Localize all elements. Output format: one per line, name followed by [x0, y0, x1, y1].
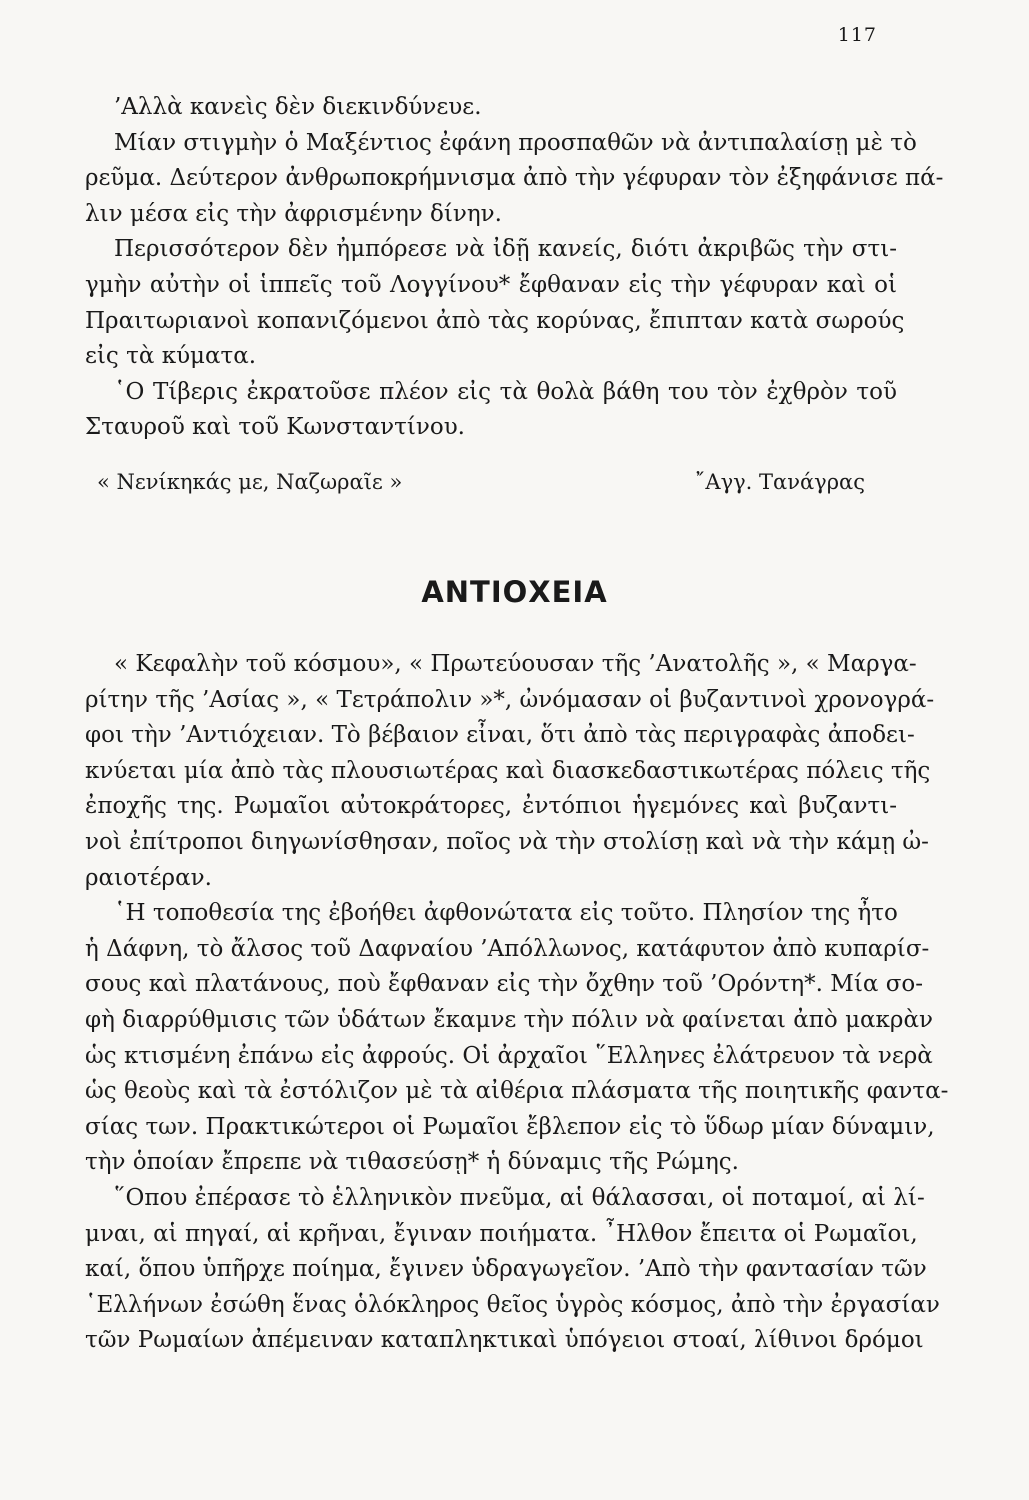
body-text-block: [85, 647, 949, 1359]
text-line: ὡς θεοὺς καὶ τὰ ἐστόλιζον μὲ τὰ αἰθέρια πλάσματα τῆς ποιητικῆς φαντα-: [85, 1078, 949, 1105]
text-line: γμὴν αὐτὴν οἱ ἱππεῖς τοῦ Λογγίνου* ἔφθαναν εἰς τὴν γέφυραν καὶ οἱ: [85, 271, 897, 298]
section-heading: ΑΝΤΙΟΧΕΙΑ: [421, 575, 608, 609]
text-line: Μίαν στιγμὴν ὁ Μαξέντιος ἐφάνη προσπαθῶν νὰ ἀντιπαλαίσῃ μὲ τὸ: [114, 129, 917, 156]
text-line: μναι, αἱ πηγαί, αἱ κρῆναι, ἔγιναν ποιήματα. ῏Ηλθον ἔπειτα οἱ Ρωμαῖοι,: [85, 1220, 918, 1247]
text-line: Περισσότερον δὲν ἠμπόρεσε νὰ ἰδῇ κανείς, διότι ἀκριβῶς τὴν στι-: [114, 236, 897, 263]
text-line: ’Αλλὰ κανεὶς δὲν διεκινδύνευε.: [114, 94, 482, 120]
text-line: τῶν Ρωμαίων ἀπέμειναν καταπληκτικαὶ ὑπόγειοι στοαί, λίθινοι δρόμοι: [85, 1327, 924, 1354]
text-line: λιν μέσα εἰς τὴν ἀφρισμένην δίνην.: [85, 200, 502, 227]
text-line: ῾Ελλήνων ἐσώθη ἕνας ὁλόκληρος θεῖος ὑγρὸς κόσμος, ἀπὸ τὴν ἐργασίαν: [85, 1291, 940, 1318]
text-line: σους καὶ πλατάνους, ποὺ ἔφθαναν εἰς τὴν ὄχθην τοῦ ’Ορόντη*. Μία σο-: [85, 971, 924, 998]
text-line: κνύεται μία ἀπὸ τὰς πλουσιωτέρας καὶ διασκεδαστικωτέρας πόλεις τῆς: [85, 757, 931, 784]
text-line: εἰς τὰ κύματα.: [85, 343, 257, 370]
quote-signature: [97, 470, 865, 494]
text-line: ῞Οπου ἐπέρασε τὸ ἑλληνικὸν πνεῦμα, αἱ θάλασσαι, οἱ ποταμοί, αἱ λί-: [114, 1184, 925, 1211]
text-line: φὴ διαρρύθμισις τῶν ὑδάτων ἔκαμνε τὴν πόλιν νὰ φαίνεται ἀπὸ μακρὰν: [85, 1006, 933, 1033]
text-line: ἡ Δάφνη, τὸ ἄλσος τοῦ Δαφναίου ’Απόλλωνος, κατάφυτον ἀπὸ κυπαρίσ-: [85, 935, 930, 962]
text-line: ἐποχῆς της. Ρωμαῖοι αὐτοκράτορες, ἐντόπιοι ἡγεμόνες καὶ βυζαντι-: [85, 793, 897, 820]
text-line: ρεῦμα. Δεύτερον ἀνθρωποκρήμνισμα ἀπὸ τὴν γέφυραν τὸν ἐξηφάνισε πά-: [85, 165, 944, 192]
text-line: « Κεφαλὴν τοῦ κόσμου», « Πρωτεύουσαν τῆς ’Ανατολῆς », « Μαργα-: [114, 651, 917, 677]
text-line: τὴν ὁποίαν ἔπρεπε νὰ τιθασεύσῃ* ἡ δύναμις τῆς Ρώμης.: [85, 1149, 739, 1176]
text-line: ῾Ο Τίβερις ἐκρατοῦσε πλέον εἰς τὰ θολὰ βάθη του τὸν ἐχθρὸν τοῦ: [114, 378, 897, 405]
text-line: ραιοτέραν.: [85, 864, 212, 891]
page-number: 117: [837, 24, 877, 46]
text-line: Πραιτωριανοὶ κοπανιζόμενοι ἀπὸ τὰς κορύνας, ἔπιπταν κατὰ σωρούς: [85, 307, 905, 334]
author: ῎Αγγ. Τανάγρας: [694, 470, 865, 494]
quote: « Νενίκηκάς με, Ναζωραῖε »: [97, 470, 403, 494]
text-line: ὡς κτισμένη ἐπάνω εἰς ἀφρούς. Οἱ ἀρχαῖοι ῞Ελληνες ἐλάτρευον τὰ νερὰ: [85, 1042, 933, 1069]
text-line: ρίτην τῆς ’Ασίας », « Τετράπολιν »*, ὠνόμασαν οἱ βυζαντινοὶ χρονογρά-: [85, 686, 935, 713]
text-line: φοι τὴν ’Αντιόχειαν. Τὸ βέβαιον εἶναι, ὅτι ἀπὸ τὰς περιγραφὰς ἀποδει-: [85, 722, 915, 749]
top-text-block: [85, 90, 944, 446]
text-line: ῾Η τοποθεσία της ἐβοήθει ἀφθονώτατα εἰς τοῦτο. Πλησίον της ἦτο: [114, 900, 898, 927]
text-line: Σταυροῦ καὶ τοῦ Κωνσταντίνου.: [85, 414, 465, 441]
text-line: νοὶ ἐπίτροποι διηγωνίσθησαν, ποῖος νὰ τὴν στολίσῃ καὶ νὰ τὴν κάμῃ ὠ-: [85, 828, 929, 855]
text-line: σίας των. Πρακτικώτεροι οἱ Ρωμαῖοι ἔβλεπον εἰς τὸ ὕδωρ μίαν δύναμιν,: [85, 1113, 935, 1140]
text-line: καί, ὅπου ὑπῆρχε ποίημα, ἔγινεν ὑδραγωγεῖον. ’Απὸ τὴν φαντασίαν τῶν: [85, 1256, 927, 1283]
